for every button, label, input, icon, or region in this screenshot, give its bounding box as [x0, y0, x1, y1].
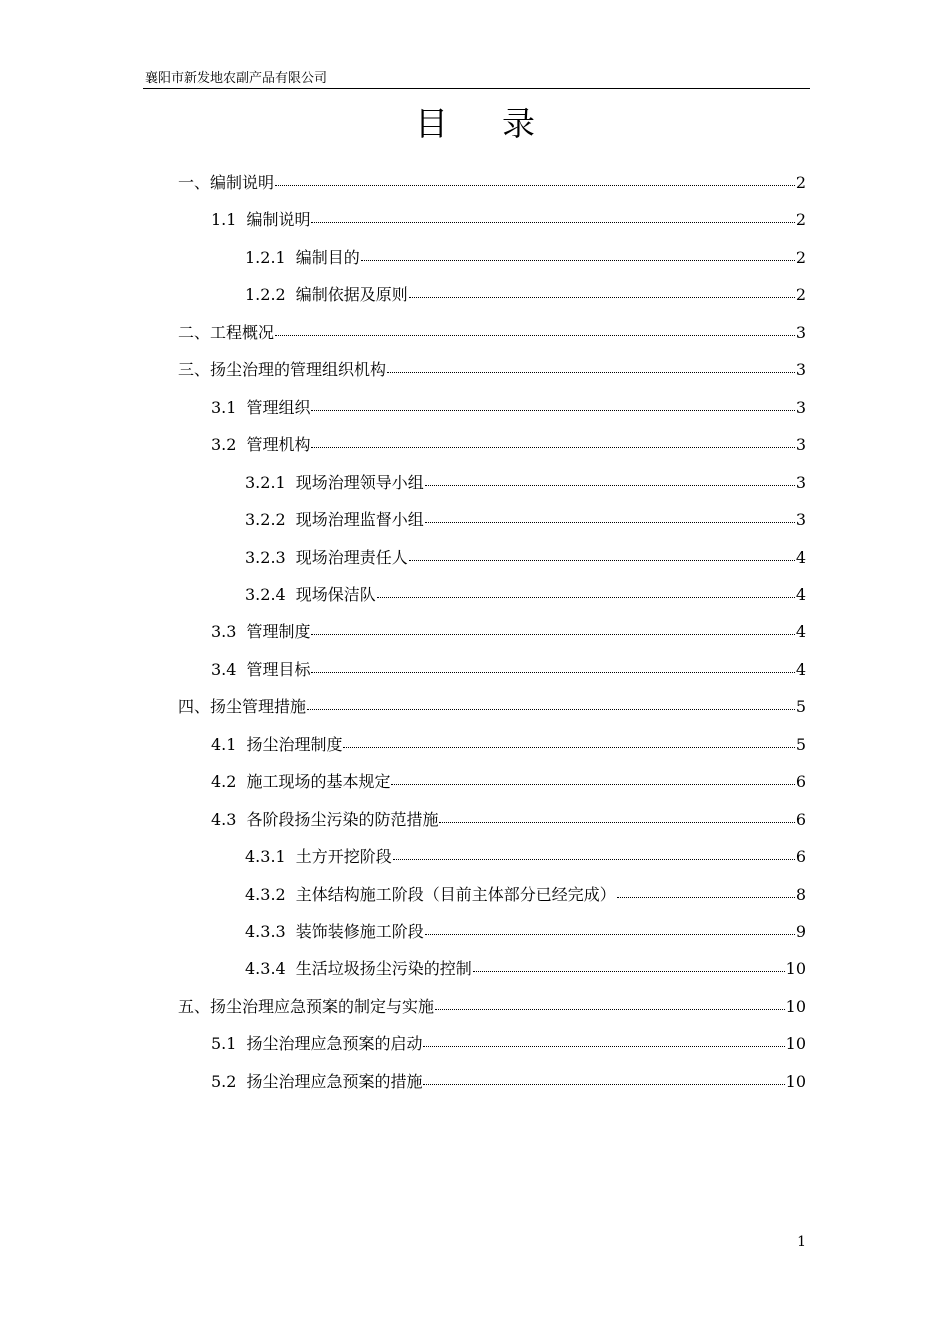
- toc-entry-text: 管理机构: [246, 435, 311, 455]
- toc-entry-page: 4: [795, 547, 806, 567]
- toc-entry[interactable]: [211, 726, 806, 763]
- toc-entry[interactable]: [245, 576, 806, 613]
- toc-entry-page: 2: [795, 173, 806, 192]
- toc-entry-label: [245, 539, 408, 576]
- toc-entry[interactable]: [245, 501, 806, 538]
- toc-dot-leader: [275, 175, 795, 186]
- toc-entry-number: 3.1: [211, 397, 237, 417]
- toc-entry-page: 3: [795, 472, 806, 492]
- toc-entry-label: [211, 389, 310, 426]
- toc-entry-text: 扬尘治理应急预案的措施: [246, 1071, 423, 1091]
- toc-dot-leader: [423, 1074, 784, 1085]
- toc-entry-label: [211, 426, 310, 463]
- toc-entry-number: 5.1: [211, 1034, 237, 1054]
- toc-entry-number: 4.3.4: [245, 959, 286, 979]
- toc-entry-number: 1.2.1: [245, 247, 286, 267]
- toc-dot-leader: [435, 999, 785, 1010]
- toc-dot-leader: [425, 512, 795, 523]
- toc-entry-page: 6: [795, 772, 806, 792]
- toc-dot-leader: [393, 849, 795, 860]
- toc-entry-page: 3: [795, 360, 806, 380]
- toc-dot-leader: [409, 287, 795, 298]
- toc-entry-number: 1.2.2: [245, 285, 286, 305]
- toc-entry-text: 管理制度: [246, 622, 311, 642]
- toc-entry[interactable]: [245, 539, 806, 576]
- toc-entry-text: 扬尘治理的管理组织机构: [210, 360, 387, 380]
- toc-entry-text: 扬尘治理制度: [246, 734, 343, 754]
- toc-entry-text: 各阶段扬尘污染的防范措施: [246, 809, 439, 829]
- toc-entry-page: 10: [785, 959, 806, 979]
- toc-entry-number: 3.2.4: [245, 584, 286, 604]
- toc-entry-number: 4.3.3: [245, 922, 286, 941]
- toc-entry-text: 施工现场的基本规定: [246, 772, 391, 792]
- toc-entry-text: 编制依据及原则: [295, 285, 408, 305]
- toc-entry[interactable]: [245, 950, 806, 987]
- toc-entry[interactable]: [245, 464, 806, 501]
- toc-dot-leader: [391, 774, 794, 785]
- toc-entry-label: [178, 988, 434, 1025]
- toc-entry-text: 现场治理责任人: [295, 547, 408, 567]
- toc-entry-number: 五、: [178, 996, 211, 1016]
- toc-entry-number: 3.3: [211, 622, 237, 642]
- toc-entry[interactable]: [178, 988, 806, 1025]
- toc-entry[interactable]: [178, 314, 806, 351]
- toc-entry[interactable]: [211, 801, 806, 838]
- toc-title-char-1: 目: [415, 104, 448, 143]
- toc-entry[interactable]: [178, 164, 806, 201]
- toc-dot-leader: [439, 812, 794, 823]
- toc-entry-page: 2: [795, 247, 806, 267]
- toc-entry-text: 扬尘管理措施: [210, 697, 307, 717]
- page-number: 1: [797, 1234, 806, 1250]
- toc-entry-label: [178, 688, 306, 725]
- toc-entry-page: 10: [785, 1071, 806, 1091]
- toc-entry-text: 工程概况: [210, 322, 275, 342]
- toc-entry-page: 8: [795, 884, 806, 904]
- toc-entry-page: 2: [795, 285, 806, 305]
- toc-dot-leader: [307, 699, 795, 710]
- toc-entry-page: 3: [795, 397, 806, 417]
- toc-entry-text: 现场治理领导小组: [295, 472, 424, 492]
- toc-entry-label: [211, 1025, 422, 1062]
- toc-dot-leader: [361, 250, 795, 261]
- toc-entry-number: 4.1: [211, 734, 237, 754]
- toc-entry-number: 3.2: [211, 435, 237, 455]
- toc-entry-page: 4: [795, 622, 806, 642]
- toc-entry-page: 10: [785, 996, 806, 1016]
- toc-entry-text: 管理目标: [246, 659, 311, 679]
- toc-dot-leader: [409, 550, 795, 561]
- toc-entry-number: 4.3.2: [245, 884, 286, 904]
- toc-entry-page: 4: [795, 659, 806, 679]
- toc-entry[interactable]: [211, 201, 806, 238]
- toc-entry-text: 扬尘治理应急预案的制定与实施: [210, 996, 435, 1016]
- toc-entry[interactable]: [211, 763, 806, 800]
- toc-entry-number: 3.2.1: [245, 472, 286, 492]
- toc-entry-label: [178, 164, 274, 201]
- toc-entry-page: 3: [795, 510, 806, 530]
- header-rule: [143, 88, 810, 89]
- toc-entry-text: 扬尘治理应急预案的启动: [246, 1034, 423, 1054]
- toc-entry-number: 二、: [178, 322, 211, 342]
- toc-entry-label: [245, 501, 424, 538]
- toc-entry[interactable]: [211, 651, 806, 688]
- toc-entry[interactable]: [245, 239, 806, 276]
- toc-entry-text: 编制目的: [295, 247, 360, 267]
- toc-dot-leader: [311, 212, 794, 223]
- toc-dot-leader: [617, 887, 795, 898]
- toc-entry[interactable]: [245, 913, 806, 950]
- toc-dot-leader: [377, 587, 795, 598]
- toc-entry-label: [245, 276, 408, 313]
- toc-entry-label: [211, 763, 390, 800]
- toc-entry-text: 主体结构施工阶段（目前主体部分已经完成）: [295, 884, 616, 904]
- toc-entry-number: 一、: [178, 173, 211, 192]
- toc-entry-label: [245, 576, 376, 613]
- toc-entry-label: [211, 726, 342, 763]
- toc-entry[interactable]: [245, 838, 806, 875]
- toc-dot-leader: [473, 961, 785, 972]
- toc-entry-page: 5: [795, 734, 806, 754]
- toc-entry-label: [245, 950, 472, 987]
- toc-entry-page: 3: [795, 322, 806, 342]
- toc-dot-leader: [425, 475, 795, 486]
- toc-entry-page: 2: [795, 210, 806, 230]
- toc-entry-label: [211, 651, 310, 688]
- toc-entry-label: [211, 613, 310, 650]
- toc-entry-text: 管理组织: [246, 397, 311, 417]
- toc-entry-label: [245, 876, 616, 913]
- toc-entry-text: 生活垃圾扬尘污染的控制: [295, 959, 472, 979]
- toc-dot-leader: [311, 662, 794, 673]
- toc-dot-leader: [387, 362, 795, 373]
- toc-entry-label: [211, 1063, 422, 1100]
- toc-title-char-2: 录: [502, 104, 535, 143]
- toc-entry-number: 3.2.2: [245, 510, 286, 530]
- toc-entry[interactable]: [245, 276, 806, 313]
- toc-dot-leader: [343, 737, 794, 748]
- toc-entry-number: 三、: [178, 360, 211, 380]
- toc-entry-number: 5.2: [211, 1071, 237, 1091]
- toc-entry[interactable]: [178, 351, 806, 388]
- toc-entry[interactable]: [245, 876, 806, 913]
- toc-entry-number: 1.1: [211, 210, 237, 230]
- toc-entry[interactable]: [178, 688, 806, 725]
- toc-entry-text: 现场治理监督小组: [295, 510, 424, 530]
- toc-entry-page: 6: [795, 847, 806, 867]
- toc-entry-label: [245, 838, 392, 875]
- running-header: 襄阳市新发地农副产品有限公司: [145, 71, 328, 86]
- toc-entry-label: [245, 464, 424, 501]
- toc-entry-label: [245, 913, 424, 950]
- toc-entry[interactable]: [211, 1063, 806, 1100]
- toc-dot-leader: [311, 400, 794, 411]
- toc-entry-label: [211, 801, 438, 838]
- toc-entry-page: 9: [795, 922, 806, 941]
- toc-entry[interactable]: [211, 389, 806, 426]
- toc-dot-leader: [311, 437, 794, 448]
- toc-title: [0, 100, 950, 148]
- toc-entry[interactable]: [211, 1025, 806, 1062]
- toc-entry-label: [178, 314, 274, 351]
- toc-entry-text: 编制说明: [210, 173, 275, 192]
- toc-entry-label: [178, 351, 386, 388]
- toc-entry-label: [245, 239, 360, 276]
- toc-entry-page: 5: [795, 697, 806, 717]
- toc-entry-label: [211, 201, 310, 238]
- toc-entry-number: 4.3.1: [245, 847, 286, 867]
- toc-dot-leader: [425, 924, 795, 935]
- toc-entry[interactable]: [211, 426, 806, 463]
- toc-entry-page: 4: [795, 584, 806, 604]
- toc-entry-page: 3: [795, 435, 806, 455]
- toc-entry-text: 土方开挖阶段: [295, 847, 392, 867]
- toc-entry-text: 编制说明: [246, 210, 311, 230]
- toc-entry-number: 4.2: [211, 772, 237, 792]
- toc-dot-leader: [311, 624, 794, 635]
- toc-entry[interactable]: [211, 613, 806, 650]
- toc-dot-leader: [423, 1036, 784, 1047]
- toc-entry-page: 10: [785, 1034, 806, 1054]
- toc-entry-number: 3.2.3: [245, 547, 286, 567]
- toc-entry-text: 现场保洁队: [295, 584, 376, 604]
- toc-entry-text: 装饰装修施工阶段: [295, 922, 424, 941]
- toc-dot-leader: [275, 325, 795, 336]
- toc-entry-number: 3.4: [211, 659, 237, 679]
- toc-entry-number: 四、: [178, 697, 211, 717]
- toc-entry-number: 4.3: [211, 809, 237, 829]
- toc-entry-page: 6: [795, 809, 806, 829]
